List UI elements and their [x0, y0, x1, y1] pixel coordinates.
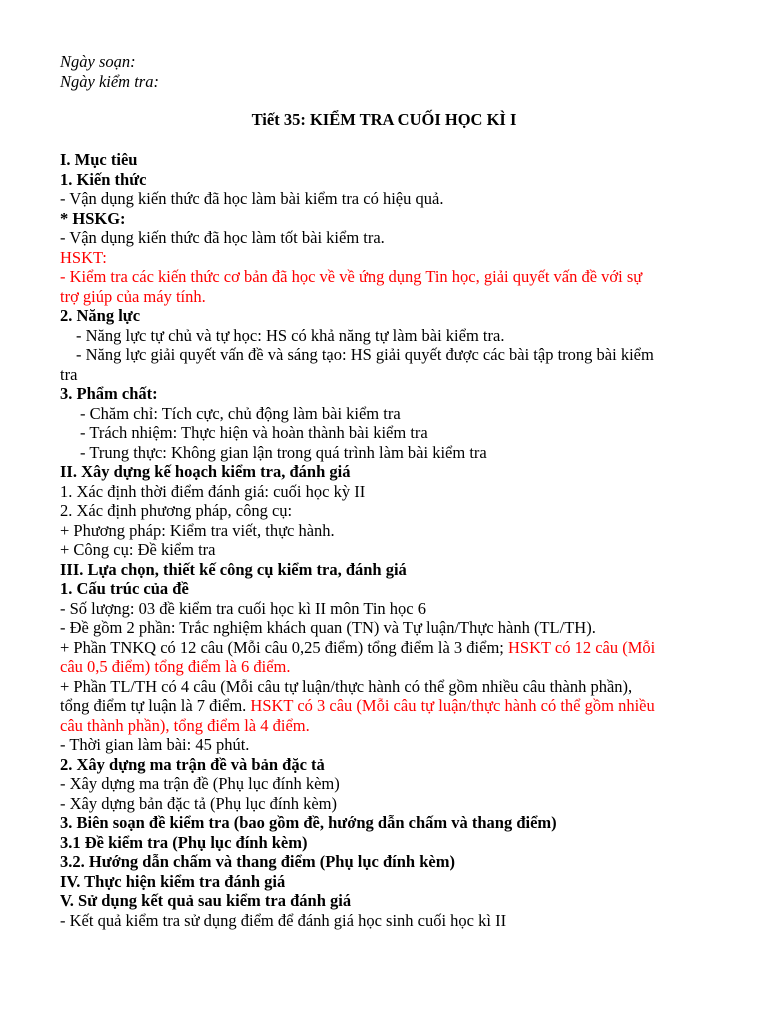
matrix-item-1: - Xây dựng ma trận đề (Phụ lục đính kèm) — [60, 774, 340, 793]
matrix-heading: 2. Xây dựng ma trận đề và bản đặc tả — [60, 755, 325, 774]
competency-item-2: - Năng lực giải quyết vấn đề và sáng tạo: HS giải quyết được các bài tập trong bài kiểm — [76, 345, 654, 364]
grading-guide-item: 3.2. Hướng dẫn chấm và thang điểm (Phụ lục đính kèm) — [60, 852, 455, 871]
tlth-item-line-3: câu thành phần), tổng điểm là 4 điểm. — [60, 716, 310, 735]
competency-item-1: - Năng lực tự chủ và tự học: HS có khả năng tự làm bài kiểm tra. — [76, 326, 505, 345]
quality-item-1: - Chăm chỉ: Tích cực, chủ động làm bài kiểm tra — [80, 404, 401, 423]
hskt-item-line-1: - Kiểm tra các kiến thức cơ bản đã học về về ứng dụng Tin học, giải quyết vấn đề với sự — [60, 267, 643, 286]
knowledge-heading: 1. Kiến thức — [60, 170, 147, 189]
structure-heading: 1. Cấu trúc của đề — [60, 579, 189, 598]
quantity-item: - Số lượng: 03 đề kiểm tra cuối học kì II môn Tin học 6 — [60, 599, 426, 618]
hskt-item-line-2: trợ giúp của máy tính. — [60, 287, 206, 306]
knowledge-item: - Vận dụng kiến thức đã học làm bài kiểm tra có hiệu quả. — [60, 189, 444, 208]
exam-paper-item: 3.1 Đề kiểm tra (Phụ lục đính kèm) — [60, 833, 308, 852]
result-usage-item: - Kết quả kiểm tra sử dụng điểm để đánh giá học sinh cuối học kì II — [60, 911, 507, 930]
tlth-text: tổng điểm tự luận là 7 điểm. — [60, 696, 251, 715]
tlth-hskt-text: HSKT có 3 câu (Mỗi câu tự luận/thực hành có thể gồm nhiều — [250, 696, 655, 715]
tlth-item-line-2 — [60, 696, 720, 716]
compose-heading: 3. Biên soạn đề kiểm tra (bao gồm đề, hướng dẫn chấm và thang điểm) — [60, 813, 557, 832]
section-2-heading: II. Xây dựng kế hoạch kiểm tra, đánh giá — [60, 462, 351, 481]
tnkq-text: + Phần TNKQ có 12 câu (Mỗi câu 0,25 điểm) tổng điểm là 3 điểm; — [60, 638, 508, 657]
plan-item-1: 1. Xác định thời điểm đánh giá: cuối học kỳ II — [60, 482, 366, 501]
hskg-item: - Vận dụng kiến thức đã học làm tốt bài kiểm tra. — [60, 228, 385, 247]
section-3-heading: III. Lựa chọn, thiết kế công cụ kiểm tra, đánh giá — [60, 560, 407, 579]
matrix-item-2: - Xây dựng bản đặc tả (Phụ lục đính kèm) — [60, 794, 337, 813]
tnkq-item-line-2: câu 0,5 điểm) tổng điểm là 6 điểm. — [60, 657, 291, 676]
tnkq-item-line-1 — [60, 638, 720, 658]
hskg-heading: * HSKG: — [60, 209, 126, 228]
tlth-item-line-1: + Phần TL/TH có 4 câu (Mỗi câu tự luận/thực hành có thể gồm nhiều câu thành phần), — [60, 677, 633, 696]
exam-parts-item: - Đề gồm 2 phần: Trắc nghiệm khách quan (TN) và Tự luận/Thực hành (TL/TH). — [60, 618, 596, 637]
section-5-heading: V. Sử dụng kết quả sau kiểm tra đánh giá — [60, 891, 352, 910]
plan-item-3: + Phương pháp: Kiểm tra viết, thực hành. — [60, 521, 335, 540]
quality-item-3: - Trung thực: Không gian lận trong quá trình làm bài kiểm tra — [80, 443, 487, 462]
page-title: Tiết 35: KIỂM TRA CUỐI HỌC KÌ I — [251, 110, 517, 129]
hskt-heading: HSKT: — [60, 248, 107, 267]
quality-item-2: - Trách nhiệm: Thực hiện và hoàn thành bài kiểm tra — [80, 423, 428, 442]
competency-item-2-cont: tra — [60, 365, 78, 384]
date-prepared-label: Ngày soạn: — [60, 52, 136, 71]
competency-heading: 2. Năng lực — [60, 306, 141, 325]
plan-item-4: + Công cụ: Đề kiểm tra — [60, 540, 216, 559]
duration-item: - Thời gian làm bài: 45 phút. — [60, 735, 250, 754]
date-exam-label: Ngày kiểm tra: — [60, 72, 159, 91]
section-4-heading: IV. Thực hiện kiểm tra đánh giá — [60, 872, 286, 891]
quality-heading: 3. Phẩm chất: — [60, 384, 158, 403]
section-1-heading: I. Mục tiêu — [60, 150, 138, 169]
plan-item-2: 2. Xác định phương pháp, công cụ: — [60, 501, 293, 520]
tnkq-hskt-text: HSKT có 12 câu (Mỗi — [508, 638, 656, 657]
